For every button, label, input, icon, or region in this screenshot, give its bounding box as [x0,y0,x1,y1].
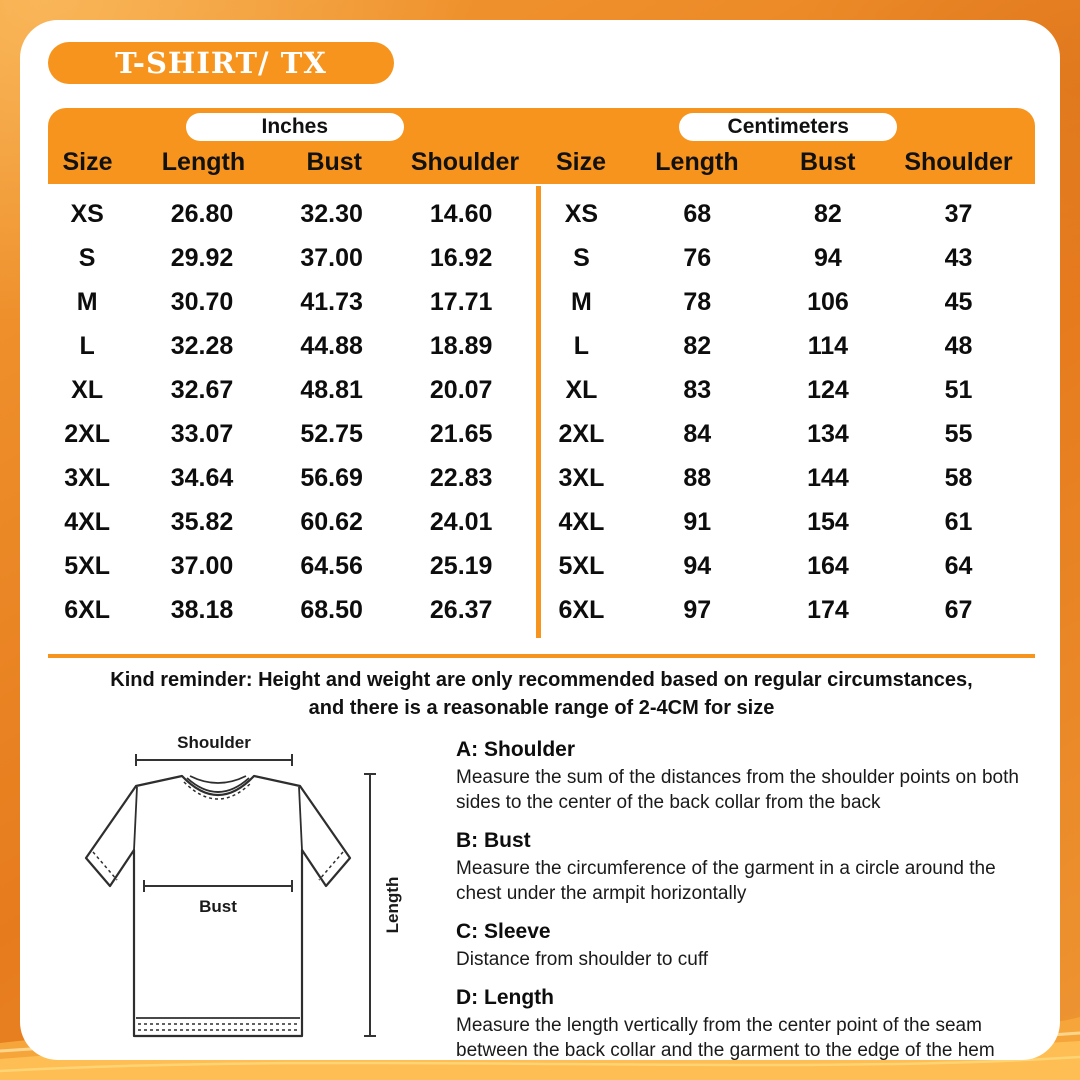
guide-block-sleeve [456,920,1031,972]
guide-block-bust [456,829,1031,906]
guide-text: Measure the sum of the distances from the shoulder points on both sides to the center of the back collar from the back [456,767,1019,814]
column-header-length: Length [161,148,246,176]
value-cell: 37.00 [300,243,363,272]
product-title-pill [48,42,394,84]
value-cell: 174 [807,595,849,624]
value-cell: 94 [814,243,842,272]
diagram-length-label: Length [383,876,402,934]
value-cell: 51 [944,375,973,404]
table-row [48,368,537,412]
table-row [48,236,537,280]
table-row [542,192,1035,236]
guide-text: Distance from shoulder to cuff [456,949,709,971]
table-row [48,456,537,500]
kind-reminder-text [48,666,1035,722]
size-cell: S [78,243,96,272]
table-row [542,500,1035,544]
centimeters-unit-label: Centimeters [727,115,849,138]
centimeters-column-headers [542,148,1036,177]
value-cell: 88 [683,463,712,492]
guide-heading: A: Shoulder [456,738,575,761]
guide-text: Measure the circumference of the garment in a circle around the chest under the armpit horizontally [456,858,996,905]
size-cell: M [76,287,98,316]
column-header-shoulder: Shoulder [904,148,1013,176]
value-cell: 82 [683,331,712,360]
size-cell: XS [564,199,599,228]
value-cell: 84 [683,419,712,448]
value-cell: 32.28 [170,331,234,360]
guide-block-length [456,986,1031,1063]
value-cell: 114 [807,331,849,360]
value-cell: 134 [807,419,849,448]
column-header-length: Length [655,148,739,176]
measurement-guide [456,738,1031,1078]
value-cell: 83 [683,375,712,404]
guide-text: Measure the length vertically from the center point of the seam between the back collar and the garment to the edge of the hem [456,1015,995,1062]
size-cell: L [573,331,590,360]
value-cell: 82 [814,199,842,228]
size-cell: XL [565,375,598,404]
value-cell: 48 [944,331,973,360]
value-cell: 68.50 [300,595,363,624]
value-cell: 34.64 [170,463,234,492]
value-cell: 56.69 [300,463,363,492]
value-cell: 37 [944,199,973,228]
value-cell: 68 [683,199,712,228]
value-cell: 18.89 [429,331,493,360]
value-cell: 25.19 [429,551,493,580]
column-header-bust: Bust [799,148,856,176]
value-cell: 32.30 [300,199,363,228]
size-cell: 5XL [558,551,605,580]
guide-heading: C: Sleeve [456,920,551,944]
column-header-shoulder: Shoulder [410,148,520,176]
value-cell: 45 [944,287,973,316]
centimeters-unit-pill [679,113,897,141]
table-row [48,280,537,324]
table-row [542,544,1035,588]
value-cell: 22.83 [429,463,493,492]
table-row [542,412,1035,456]
size-cell: 4XL [558,507,605,536]
size-cell: 2XL [64,419,111,448]
size-cell: L [79,331,95,360]
size-cell: 5XL [64,551,111,580]
table-row [48,544,537,588]
guide-block-shoulder [456,738,1031,815]
value-cell: 164 [807,551,849,580]
value-cell: 44.88 [300,331,363,360]
reminder-line-2: and there is a reasonable range of 2-4CM for size [308,697,775,719]
value-cell: 91 [683,507,712,536]
inches-unit-label: Inches [261,115,329,138]
value-cell: 16.92 [429,243,493,272]
table-row [542,280,1035,324]
guide-heading: B: Bust [456,829,531,853]
value-cell: 124 [807,375,849,404]
reminder-line-1: Kind reminder: Height and weight are only recommended based on regular circumstances, [110,669,973,691]
column-header-bust: Bust [306,148,362,176]
value-cell: 154 [807,507,849,536]
value-cell: 144 [807,463,849,492]
value-cell: 61 [944,507,973,536]
table-vertical-divider [536,186,541,638]
value-cell: 30.70 [170,287,234,316]
table-row [542,324,1035,368]
value-cell: 20.07 [429,375,493,404]
size-cell: XL [71,375,104,404]
value-cell: 14.60 [429,199,493,228]
value-cell: 52.75 [300,419,363,448]
value-cell: 38.18 [170,595,234,624]
table-header-band [48,108,1035,184]
guide-heading: D: Length [456,986,554,1010]
value-cell: 97 [683,595,712,624]
size-cell: M [571,287,592,316]
value-cell: 48.81 [300,375,363,404]
table-row [542,588,1035,632]
table-row [48,412,537,456]
size-cell: 4XL [64,507,111,536]
inches-column-headers [48,148,542,177]
section-horizontal-divider [48,654,1035,658]
size-chart-card [20,20,1060,1060]
value-cell: 26.37 [429,595,493,624]
value-cell: 76 [683,243,712,272]
centimeters-header-half [542,108,1036,184]
value-cell: 41.73 [300,287,363,316]
value-cell: 17.71 [429,287,493,316]
inches-table-body [48,192,537,632]
value-cell: 106 [807,287,849,316]
value-cell: 37.00 [170,551,234,580]
value-cell: 58 [944,463,973,492]
size-cell: S [573,243,590,272]
centimeters-table-body [542,192,1035,632]
value-cell: 60.62 [300,507,363,536]
inches-unit-pill [186,113,404,141]
value-cell: 35.82 [170,507,234,536]
inches-header-half [48,108,542,184]
table-row [542,368,1035,412]
table-row [48,500,537,544]
table-row [48,588,537,632]
value-cell: 26.80 [170,199,234,228]
value-cell: 94 [683,551,712,580]
column-header-size: Size [62,148,113,176]
value-cell: 64 [944,551,973,580]
size-cell: 2XL [558,419,605,448]
size-cell: XS [70,199,104,228]
value-cell: 32.67 [170,375,234,404]
table-row [48,192,537,236]
tshirt-measurement-diagram [78,728,453,1048]
length-measure-line [364,774,376,1036]
value-cell: 21.65 [429,419,493,448]
product-title: T-SHIRT/ TX [115,46,327,80]
size-cell: 6XL [64,595,111,624]
value-cell: 24.01 [429,507,493,536]
value-cell: 33.07 [170,419,234,448]
diagram-bust-label: Bust [199,897,237,916]
value-cell: 64.56 [300,551,363,580]
value-cell: 55 [944,419,973,448]
value-cell: 29.92 [170,243,234,272]
value-cell: 67 [944,595,973,624]
table-row [542,456,1035,500]
diagram-shoulder-label: Shoulder [177,733,251,752]
shoulder-measure-line [136,754,292,766]
column-header-size: Size [555,148,606,176]
size-cell: 3XL [558,463,605,492]
value-cell: 43 [944,243,973,272]
value-cell: 78 [683,287,712,316]
table-row [542,236,1035,280]
size-cell: 6XL [558,595,605,624]
size-cell: 3XL [64,463,111,492]
table-row [48,324,537,368]
